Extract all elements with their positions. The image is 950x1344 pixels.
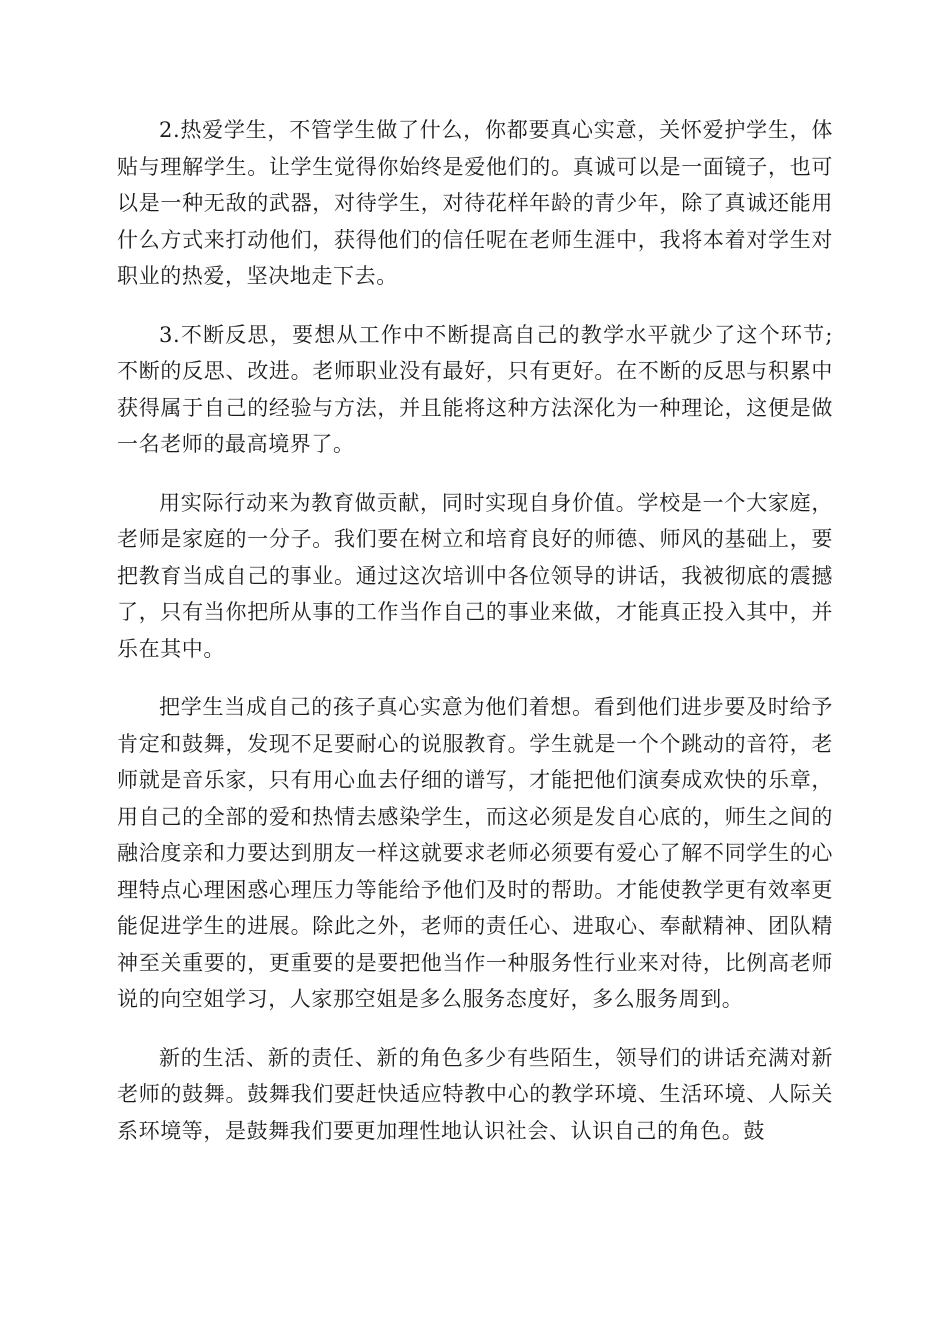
paragraph-new-roles: 新的生活、新的责任、新的角色多少有些陌生，领导们的讲话充满对新老师的鼓舞。鼓舞我们要赶快适应特教中心的教学环境、生活环境、人际关系环境等，是鼓舞我们要更加理性地认识社会、认识自己的角色。鼓 [117, 1045, 833, 1143]
paragraph-action-contribution: 用实际行动来为教育做贡献，同时实现自身价值。学校是一个大家庭，老师是家庭的一分子。我们要在树立和培育良好的师德、师风的基础上，要把教育当成自己的事业。通过这次培训中各位领导的讲话，我被彻底的震撼了，只有当你把所从事的工作当作自己的事业来做，才能真正投入其中，并乐在其中。 [117, 490, 833, 661]
document-page [117, 112, 833, 1171]
paragraph-students-as-children: 把学生当成自己的孩子真心实意为他们着想。看到他们进步要及时给予肯定和鼓舞，发现不足要耐心的说服教育。学生就是一个个跳动的音符，老师就是音乐家，只有用心血去仔细的谱写，才能把他们演奏成欢快的乐章，用自己的全部的爱和热情去感染学生，而这必须是发自心底的，师生之间的融洽度亲和力要达到朋友一样这就要求老师必须要有爱心了解不同学生的心理特点心理困惑心理压力等能给予他们及时的帮助。才能使教学更有效率更能促进学生的进展。除此之外，老师的责任心、进取心、奉献精神、团队精神至关重要的，更重要的是要把他当作一种服务性行业来对待，比例高老师说的向空姐学习，人家那空姐是多么服务态度好，多么服务周到。 [117, 695, 833, 1011]
paragraph-love-students: 2.热爱学生，不管学生做了什么，你都要真心实意，关怀爱护学生，体贴与理解学生。让学生觉得你始终是爱他们的。真诚可以是一面镜子，也可以是一种无敌的武器，对待学生，对待花样年龄的青少年，除了真诚还能用什么方式来打动他们，获得他们的信任呢在老师生涯中，我将本着对学生对职业的热爱，坚决地走下去。 [117, 118, 833, 288]
paragraph-reflection: 3.不断反思，要想从工作中不断提高自己的教学水平就少了这个环节;不断的反思、改进。老师职业没有最好，只有更好。在不断的反思与积累中获得属于自己的经验与方法，并且能将这种方法深化为一种理论，这便是做一名老师的最高境界了。 [117, 322, 833, 456]
